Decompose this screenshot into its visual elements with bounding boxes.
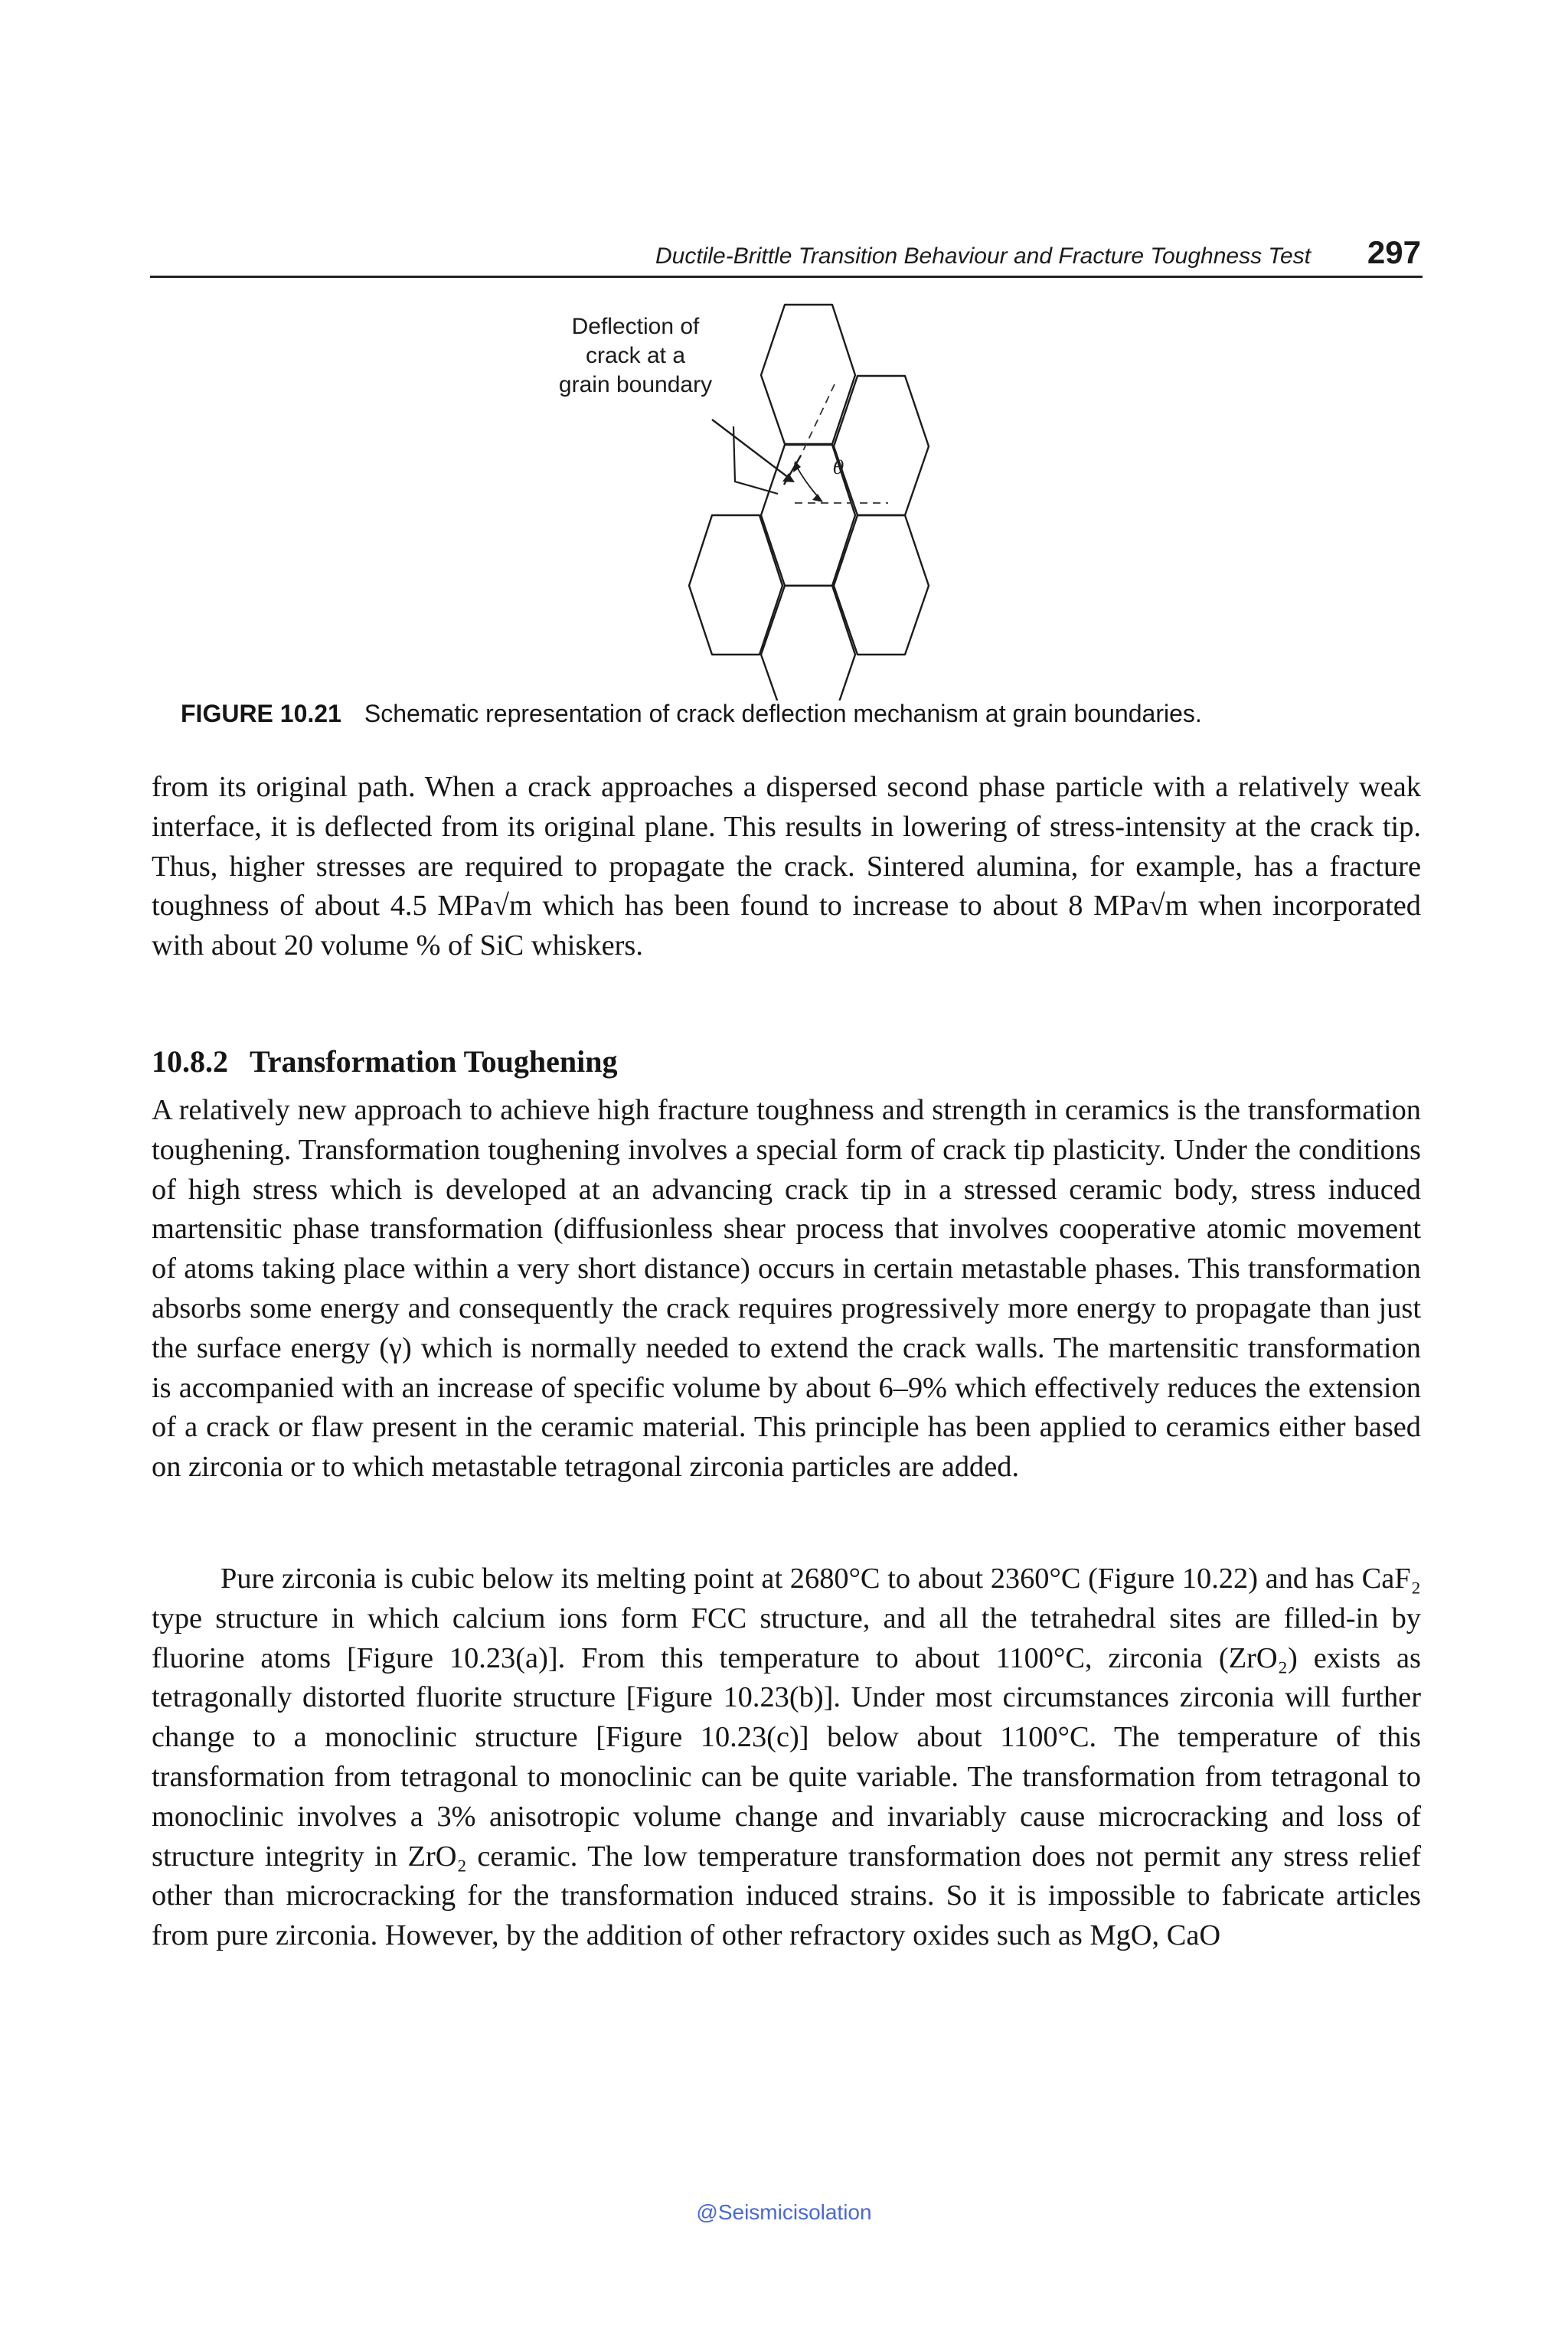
figure-label [551, 312, 720, 400]
paragraph-3: Pure zirconia is cubic below its melting point at 2680°C to about 2360°C (Figure 10.22) and has CaF₂ type structure in which calcium ions form FCC structure, and all the tetrahedral sites are filled-in by fluorine atoms [Figure 10.23(a)]. From this temperature to about 1100°C, zirconia (ZrO₂) exists as tetragonally distorted fluorite structure [Figure 10.23(b)]. Under most circumstances zirconia will further change to a monoclinic structure [Figure 10.23(c)] below about 1100°C. The temperature of this transformation from tetragonal to monoclinic can be quite variable. The transformation from tetragonal to monoclinic involves a 3% anisotropic volume change and invariably cause microcracking and loss of structure integrity in ZrO₂ ceramic. The low temperature transformation does not permit any stress relief other than microcracking for the transformation induced strains. So it is impossible to fabricate articles from pure zirconia. However, by the addition of other refractory oxides such as MgO, CaO [152, 1563, 1421, 1952]
figure-label-line-2: crack at a [585, 343, 686, 368]
section-heading [152, 1043, 618, 1079]
figure-label-line-1: Deflection of [571, 314, 700, 339]
crack-deflection-figure [536, 302, 1041, 700]
figure-label-line-3: grain boundary [558, 372, 713, 397]
section-number: 10.8.2 [152, 1044, 228, 1079]
angle-arc [795, 463, 821, 500]
angle-arrowhead-lower [812, 494, 823, 502]
page-number: 297 [1367, 234, 1421, 270]
section-title: Transformation Toughening [250, 1044, 618, 1079]
grain-bottom [761, 586, 855, 700]
theta-symbol: θ [833, 457, 844, 478]
running-title: Ductile-Brittle Transition Behaviour and Fracture Toughness Test [655, 243, 1311, 269]
watermark-text: @Seismicisolation [696, 2200, 872, 2224]
figure-caption [181, 700, 1202, 728]
watermark [0, 2200, 1568, 2225]
running-head [150, 230, 1423, 278]
paragraph-1: from its original path. When a crack approaches a dispersed second phase particle with a relatively weak interface, it is deflected from its original plane. This results in lowering of stress-intensity at the crack tip. Thus, higher stresses are required to propagate the crack. Sintered alumina, for example, has a fracture toughness of about 4.5 MPa√m which has been found to increase to about 8 MPa√m when incorporated with about 20 volume % of SiC whiskers. [152, 771, 1421, 962]
caption-text: Schematic representation of crack deflection mechanism at grain boundaries. [364, 700, 1202, 727]
paragraph-2: A relatively new approach to achieve high fracture toughness and strength in ceramics is the transformation toughening. Transformation toughening involves a special form of crack tip plasticity. Under the conditions of high stress which is developed at an advancing crack tip in a stressed ceramic body, stress induced martensitic phase transformation (diffusionless shear process that involves cooperative atomic movement of atoms taking place within a very short distance) occurs in certain metastable phases. This transformation absorbs some energy and consequently the crack requires progressively more energy to propagate than just the surface energy (γ) which is normally needed to extend the crack walls. The martensitic transformation is accompanied with an increase of specific volume by about 6–9% which effectively reduces the extension of a crack or flaw present in the ceramic material. This principle has been applied to ceramics either based on zirconia or to which metastable tetragonal zirconia particles are added. [152, 1094, 1421, 1484]
caption-number: FIGURE 10.21 [181, 700, 341, 727]
